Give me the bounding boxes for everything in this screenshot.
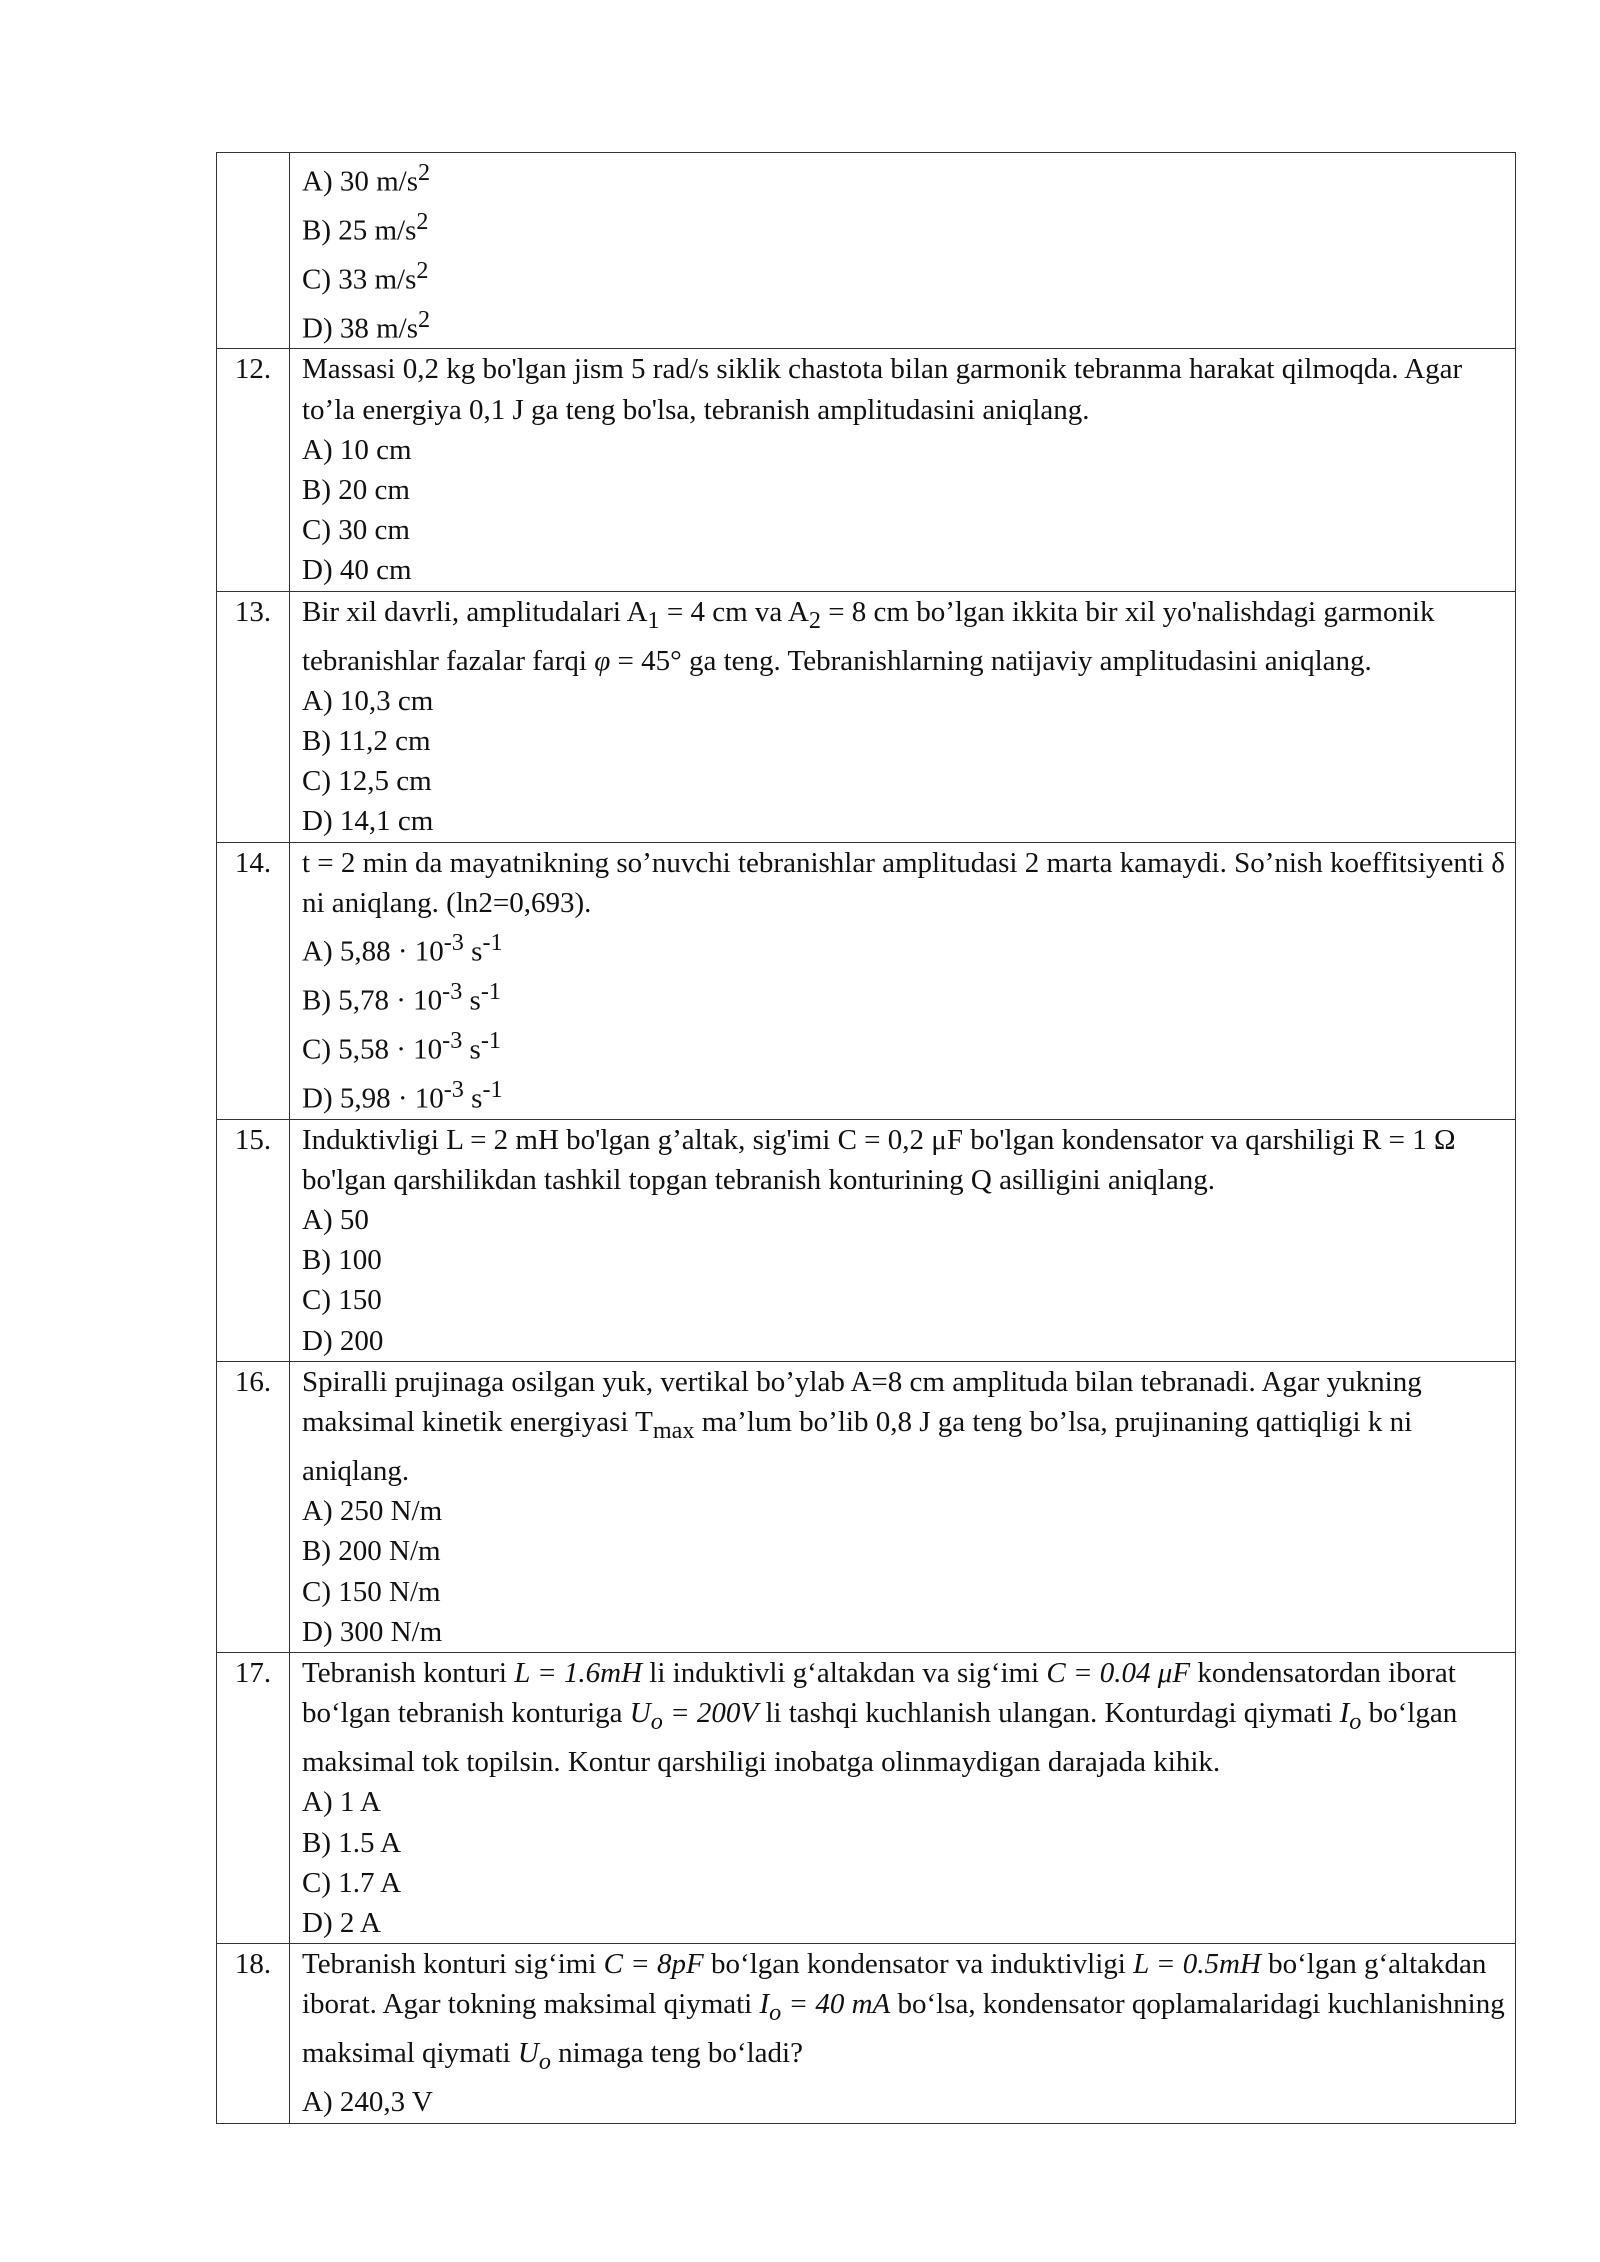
option-b: B) $5,78 \cdot 10^{-3}$ $s^{-1}$ — [302, 977, 501, 1017]
option-c: C) 150 — [302, 1284, 382, 1317]
question-row-12 — [217, 349, 1516, 591]
question-number: 13. — [217, 591, 290, 842]
question-body — [290, 1652, 1516, 1943]
question-row-17 — [217, 1652, 1516, 1943]
question-body — [290, 1944, 1516, 2123]
question-body — [290, 349, 1516, 591]
option-c: C) 150 N/m — [302, 1575, 441, 1608]
question-row-11 — [217, 153, 1516, 349]
option-a: A) 10 cm — [302, 433, 412, 466]
question-number: 12. — [217, 349, 290, 591]
option-d: D) 300 N/m — [302, 1615, 443, 1648]
question-text: Massasi 0,2 kg bo'lgan jism 5 rad/s siklik chastota bilan garmonik tebranma harakat qilmoqda. Agar to’la energiya 0,1 J ga teng bo'lsa, tebranish amplitudasini aniqlang. — [302, 353, 1463, 426]
option-d: D) 40 cm — [302, 554, 412, 587]
question-text: Tebranish konturi sig‘imi C = 8pF bo‘lgan kondensator va induktivligi L = 0.5mH bo‘lgan g‘altakdan iborat. Agar tokning maksimal qiymati $I_o = 40$ mA bo‘lsa, kondensator qoplamalaridagi kuchlanishning maksimal qiymati $U_o$ nimaga teng bo‘ladi? — [302, 1948, 1505, 2076]
question-row-13 — [217, 591, 1516, 842]
question-number — [217, 153, 290, 349]
question-number: 17. — [217, 1652, 290, 1943]
option-c: C) 1.7 A — [302, 1866, 402, 1899]
option-b: B) 11,2 cm — [302, 725, 431, 758]
option-c: C) $5,58 \cdot 10^{-3}$ $s^{-1}$ — [302, 1026, 501, 1066]
option-a: A) 30 $m/s^2$ — [302, 159, 431, 198]
option-b: B) 200 N/m — [302, 1535, 441, 1568]
option-a: A) 1 A — [302, 1786, 381, 1819]
option-a: A) 240,3 V — [302, 2086, 433, 2119]
option-b: B) 20 cm — [302, 474, 410, 507]
question-body — [290, 1119, 1516, 1361]
question-body — [290, 842, 1516, 1119]
question-body — [290, 153, 1516, 349]
question-row-18 — [217, 1944, 1516, 2123]
question-body — [290, 1361, 1516, 1652]
question-number: 18. — [217, 1944, 290, 2123]
option-d: D) 14,1 cm — [302, 805, 434, 838]
question-row-16 — [217, 1361, 1516, 1652]
question-row-15 — [217, 1119, 1516, 1361]
question-text: Tebranish konturi L = 1.6mH li induktivli g‘altakdan va sig‘imi C = 0.04 μF kondensatordan iborat bo‘lgan tebranish konturiga $U_o = 200V$ li tashqi kuchlanish ulangan. Konturdagi qiymati $I_o$ bo‘lgan maksimal tok topilsin. Kontur qarshiligi inobatga olinmaydigan darajada kihik. — [302, 1656, 1458, 1779]
option-b: B) 1.5 A — [302, 1826, 402, 1859]
question-text: Bir xil davrli, amplitudalari $A_1 = 4$ cm va $A_2 = 8$ cm bo’lgan ikkita bir xil yo'nalishdagi garmonik tebranishlar fazalar farqi φ = 45° ga teng. Tebranishlarning natijaviy amplitudasini aniqlang. — [302, 595, 1435, 677]
question-number: 16. — [217, 1361, 290, 1652]
option-d: D) 200 — [302, 1324, 384, 1357]
question-number: 15. — [217, 1119, 290, 1361]
question-body — [290, 591, 1516, 842]
option-c: C) 12,5 cm — [302, 765, 432, 798]
option-a: A) 250 N/m — [302, 1495, 443, 1528]
option-a: A) 50 — [302, 1203, 369, 1236]
question-text: t = 2 min da mayatnikning so’nuvchi tebranishlar amplitudasi 2 marta kamaydi. So’nish koeffitsiyenti δ ni aniqlang. (ln2=0,693). — [302, 846, 1505, 919]
option-d: D) 2 A — [302, 1906, 381, 1939]
questions-table — [216, 152, 1516, 2124]
option-b: B) 25 $m/s^2$ — [302, 207, 429, 247]
option-c: C) 33 $m/s^2$ — [302, 256, 429, 296]
option-a: A) $5,88 \cdot 10^{-3}$ $s^{-1}$ — [302, 929, 503, 968]
question-text: Induktivligi L = 2 mH bo'lgan g’altak, sig'imi C = 0,2 μF bo'lgan kondensator va qarshiligi R = 1 Ω bo'lgan qarshilikdan tashkil topgan tebranish konturining Q asilligini aniqlang. — [302, 1123, 1456, 1196]
option-d: D) $5,98 \cdot 10^{-3}$ $s^{-1}$ — [302, 1075, 503, 1115]
question-row-14 — [217, 842, 1516, 1119]
question-number: 14. — [217, 842, 290, 1119]
option-c: C) 30 cm — [302, 514, 410, 547]
option-b: B) 100 — [302, 1244, 382, 1277]
option-a: A) 10,3 cm — [302, 684, 434, 717]
question-text: Spiralli prujinaga osilgan yuk, vertikal bo’ylab A=8 cm amplituda bilan tebranadi. Agar yukning maksimal kinetik energiyasi $T_{max}$ ma’lum bo’lib 0,8 J ga teng bo’lsa, prujinaning qattiqligi k ni aniqlang. — [302, 1365, 1422, 1487]
option-d: D) 38 $m/s^2$ — [302, 305, 431, 345]
